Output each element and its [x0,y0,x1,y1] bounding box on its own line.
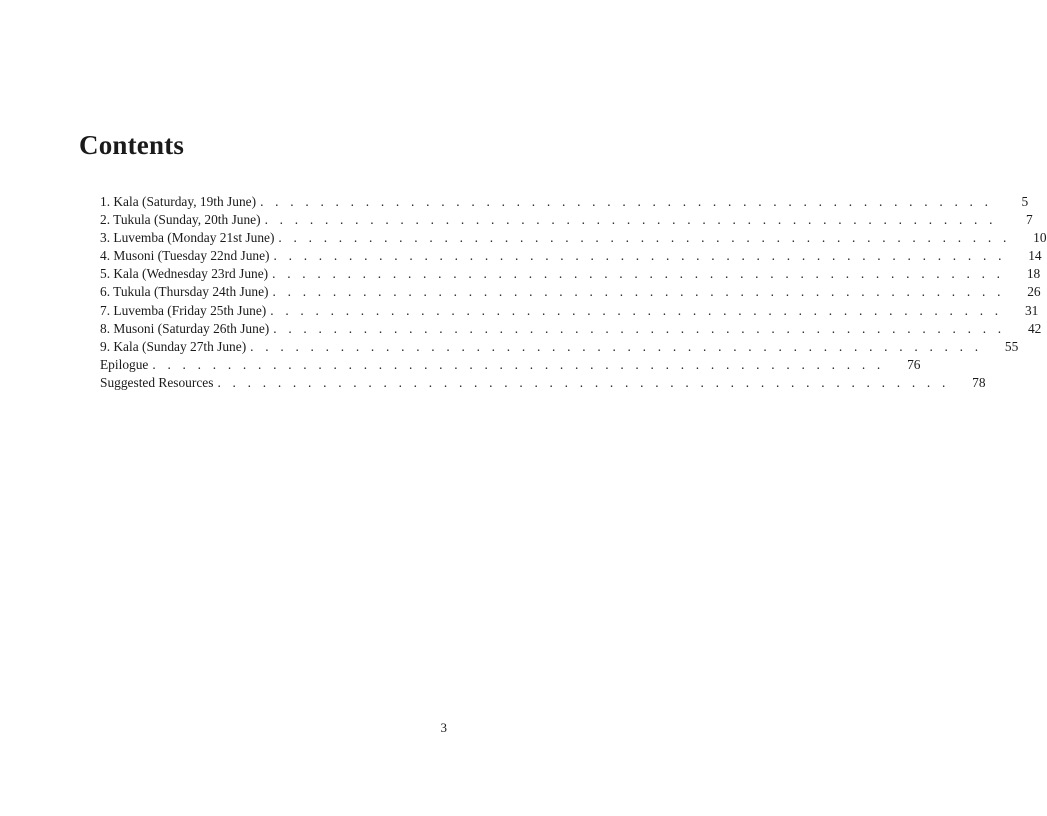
contents-heading: Contents [79,130,185,160]
toc-entry-title: 1. Kala (Saturday, 19th June) [100,194,257,209]
toc-leader-dots: . . . . . . . . . . . . . . . . . . . . . . . . . . . . . . . . . . . . . . . . . . . . . . . . . [272,266,1005,282]
toc-leader-dots: . . . . . . . . . . . . . . . . . . . . . . . . . . . . . . . . . . . . . . . . . . . . . . . . . [273,320,1006,336]
toc-entry [100,356,921,374]
toc-entry-title: 3. Luvemba (Monday 21st June) [100,230,275,246]
toc-entry [100,211,1033,229]
toc-entry-title: 6. Tukula (Thursday 24th June) [100,284,269,300]
toc-entry-page: 26 [1027,284,1041,300]
toc-entry-page: 76 [907,356,921,372]
toc-entry [100,229,1047,247]
toc-leader-dots: . . . . . . . . . . . . . . . . . . . . . . . . . . . . . . . . . . . . . . . . . . . . . . . . . [250,338,983,354]
toc-entry [100,302,1039,320]
toc-leader-dots: . . . . . . . . . . . . . . . . . . . . . . . . . . . . . . . . . . . . . . . . . . . . . . . . . [272,284,1005,300]
toc-entry-page: 5 [1021,194,1029,209]
toc-entry-title: 5. Kala (Wednesday 23rd June) [100,266,269,282]
toc-entry-page: 55 [1004,338,1019,354]
toc-leader-dots: . . . . . . . . . . . . . . . . . . . . . . . . . . . . . . . . . . . . . . . . . . . . . . . . . [278,230,1011,246]
page-number: 3 [440,720,447,735]
toc-entry-page: 10 [1033,230,1047,246]
toc-entry [100,283,1041,301]
toc-entry-page: 42 [1027,320,1042,336]
toc-entry-title: 2. Tukula (Sunday, 20th June) [100,212,261,228]
toc-entry-title: 4. Musoni (Tuesday 22nd June) [100,248,270,264]
toc-entry-title: 8. Musoni (Saturday 26th June) [100,320,270,336]
toc-entry-page: 78 [972,374,986,390]
toc-entry [100,320,1042,338]
toc-leader-dots: . . . . . . . . . . . . . . . . . . . . . . . . . . . . . . . . . . . . . . . . . . . . . . . . . [217,374,950,390]
toc-leader-dots: . . . . . . . . . . . . . . . . . . . . . . . . . . . . . . . . . . . . . . . . . . . . . . . . . [270,302,1003,318]
toc-entry [100,247,1042,265]
toc-entry-title: 7. Luvemba (Friday 25th June) [100,302,267,318]
toc-entry-title: Suggested Resources [100,374,214,390]
table-of-contents [100,193,1047,392]
toc-entry-page: 7 [1026,212,1033,228]
toc-leader-dots: . . . . . . . . . . . . . . . . . . . . . . . . . . . . . . . . . . . . . . . . . . . . . . . . . [260,194,993,209]
toc-entry-page: 31 [1024,302,1039,318]
toc-entry-title: Epilogue [100,356,149,372]
toc-entry-page: 14 [1028,248,1042,264]
toc-leader-dots: . . . . . . . . . . . . . . . . . . . . . . . . . . . . . . . . . . . . . . . . . . . . . . . . . [273,248,1006,264]
toc-entry [100,338,1019,356]
toc-leader-dots: . . . . . . . . . . . . . . . . . . . . . . . . . . . . . . . . . . . . . . . . . . . . . . . . . [264,212,997,228]
toc-leader-dots: . . . . . . . . . . . . . . . . . . . . . . . . . . . . . . . . . . . . . . . . . . . . . . . . . [152,356,885,372]
toc-entry-title: 9. Kala (Sunday 27th June) [100,338,247,354]
toc-entry-page: 18 [1026,266,1041,282]
toc-entry [100,374,986,392]
toc-entry [100,265,1041,283]
toc-entry [100,193,1029,211]
